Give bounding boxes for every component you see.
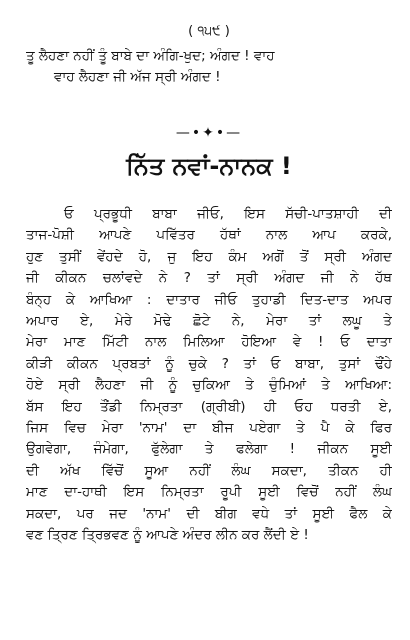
paragraph-line: ਬੰਨ੍ਹ ਕੇ ਆਖਿਆ : ਦਾਤਾਰ ਜੀਓ ਤੁਹਾਡੀ ਦਿਤ-ਦਾਤ ਅਪਰ: [26, 291, 392, 308]
paragraph-line: ਬੱਸ ਇਹ ਤੌਂਡੀ ਨਿਮ੍ਰਤਾ (ਗ੍ਰੀਬੀ) ਹੀ ਓਹ ਧਰਤੀ ਏ,: [26, 398, 392, 415]
previous-section-line-2: ਵਾਹ ਲੈਹਣਾ ਜੀ ਅੱਜ ਸ੍ਰੀ ਅੰਗਦ !: [54, 69, 221, 85]
paragraph-line: ਹੋਏ ਸ੍ਰੀ ਲੈਹਣਾ ਜੀ ਨੂੰ ਚੁਕਿਆ ਤੇ ਚੁੰਮਿਆਂ ਤੇ ਆਖਿਆ:: [26, 377, 392, 394]
paragraph-line: ਤਾਜ-ਪੋਸ਼ੀ ਆਪਣੇ ਪਵਿੱਤਰ ਹੱਥਾਂ ਨਾਲ ਆਪ ਕਰਕੇ,: [26, 227, 392, 244]
section-divider-ornament: —•✦•—: [175, 125, 243, 141]
paragraph-line: ਦੀ ਅੱਖ ਵਿੱਚੋਂ ਸੂਆ ਨਹੀਂ ਲੰਘ ਸਕਦਾ, ਤੀਕਨ ਹੀ: [26, 462, 392, 479]
paragraph-line: ਮੇਰਾ ਮਾਣ ਮਿੱਟੀ ਨਾਲ ਮਿਲਿਆ ਹੋਇਆ ਵੇ ! ਓ ਦਾਤਾ: [26, 334, 392, 351]
paragraph-line: ਵਣ ਤ੍ਰਿਣ ਤ੍ਰਿਭਵਣ ਨੂੰ ਆਪਣੇ ਅੰਦਰ ਲੀਨ ਕਰ ਲੈਂਦੀ ਏ !: [26, 527, 309, 544]
paragraph-line: ਜਿਸ ਵਿਚ ਮੇਰਾ 'ਨਾਮ' ਦਾ ਬੀਜ ਪਏਗਾ ਤੇ ਪੈ ਕੇ ਫਿਰ: [26, 420, 392, 437]
paragraph-line: ਅਪਾਰ ਏ, ਮੇਰੇ ਮੋਢੇ ਛੋਟੇ ਨੇ, ਮੇਰਾ ਤਾਂ ਲਘੂ ਤੇ: [26, 313, 392, 330]
page-number: ( ੧੫੯ ): [188, 24, 230, 39]
paragraph-line: ਹੁਣ ਤੁਸੀਂ ਵੇਂਹਦੇ ਹੋ, ਜੁ ਇਹ ਕੰਮ ਅਗੋਂ ਤੋਂ ਸ੍ਰੀ ਅੰਗਦ: [26, 248, 392, 265]
paragraph-line: ਓ ਪ੍ਰਭੂਧੀ ਬਾਬਾ ਜੀਓ, ਇਸ ਸੱਚੀ-ਪਾਤਸ਼ਾਹੀ ਦੀ: [64, 206, 392, 222]
chapter-paragraph: [26, 204, 392, 547]
paragraph-line: ਕੀੜੀ ਕੀਕਨ ਪ੍ਰਬਤਾਂ ਨੂੰ ਚੁਕੇ ? ਤਾਂ ਓ ਬਾਬਾ, ਤੁਸਾਂ ਢੌਂਹੇ: [26, 355, 392, 372]
paragraph-line: ਉਗਵੇਗਾ, ਜੰਮੇਗਾ, ਫੁੱਲੇਗਾ ਤੇ ਫਲੇਗਾ ! ਜੀਕਨ ਸੂਈ: [26, 441, 392, 458]
previous-section-line-1: ਤੂ ਲੈਹਣਾ ਨਹੀਂ ਤੂੰ ਬਾਬੇ ਦਾ ਅੰਗਿ-ਖੁਦ; ਅੰਗਦ ! ਵਾਹ: [26, 48, 275, 64]
paragraph-line: ਮਾਣ ਦਾ-ਹਾਥੀ ਇਸ ਨਿਮ੍ਰਤਾ ਰੂਪੀ ਸੂਈ ਵਿਚੋਂ ਨਹੀਂ ਲੰਘ: [26, 484, 392, 501]
paragraph-line: ਜੀ ਕੀਕਨ ਚਲਾਂਵਦੇ ਨੇ ? ਤਾਂ ਸ੍ਰੀ ਅੰਗਦ ਜੀ ਨੇ ਹੱਥ: [26, 270, 392, 287]
paragraph-line: ਸਕਦਾ, ਪਰ ਜਦ 'ਨਾਮ' ਦੀ ਬੀਗ ਵਧੇ ਤਾਂ ਸੂਈ ਫੈਲ ਕੇ: [26, 505, 392, 522]
chapter-title: ਨਿੱਤ ਨਵਾਂ-ਨਾਨਕ !: [126, 152, 292, 180]
